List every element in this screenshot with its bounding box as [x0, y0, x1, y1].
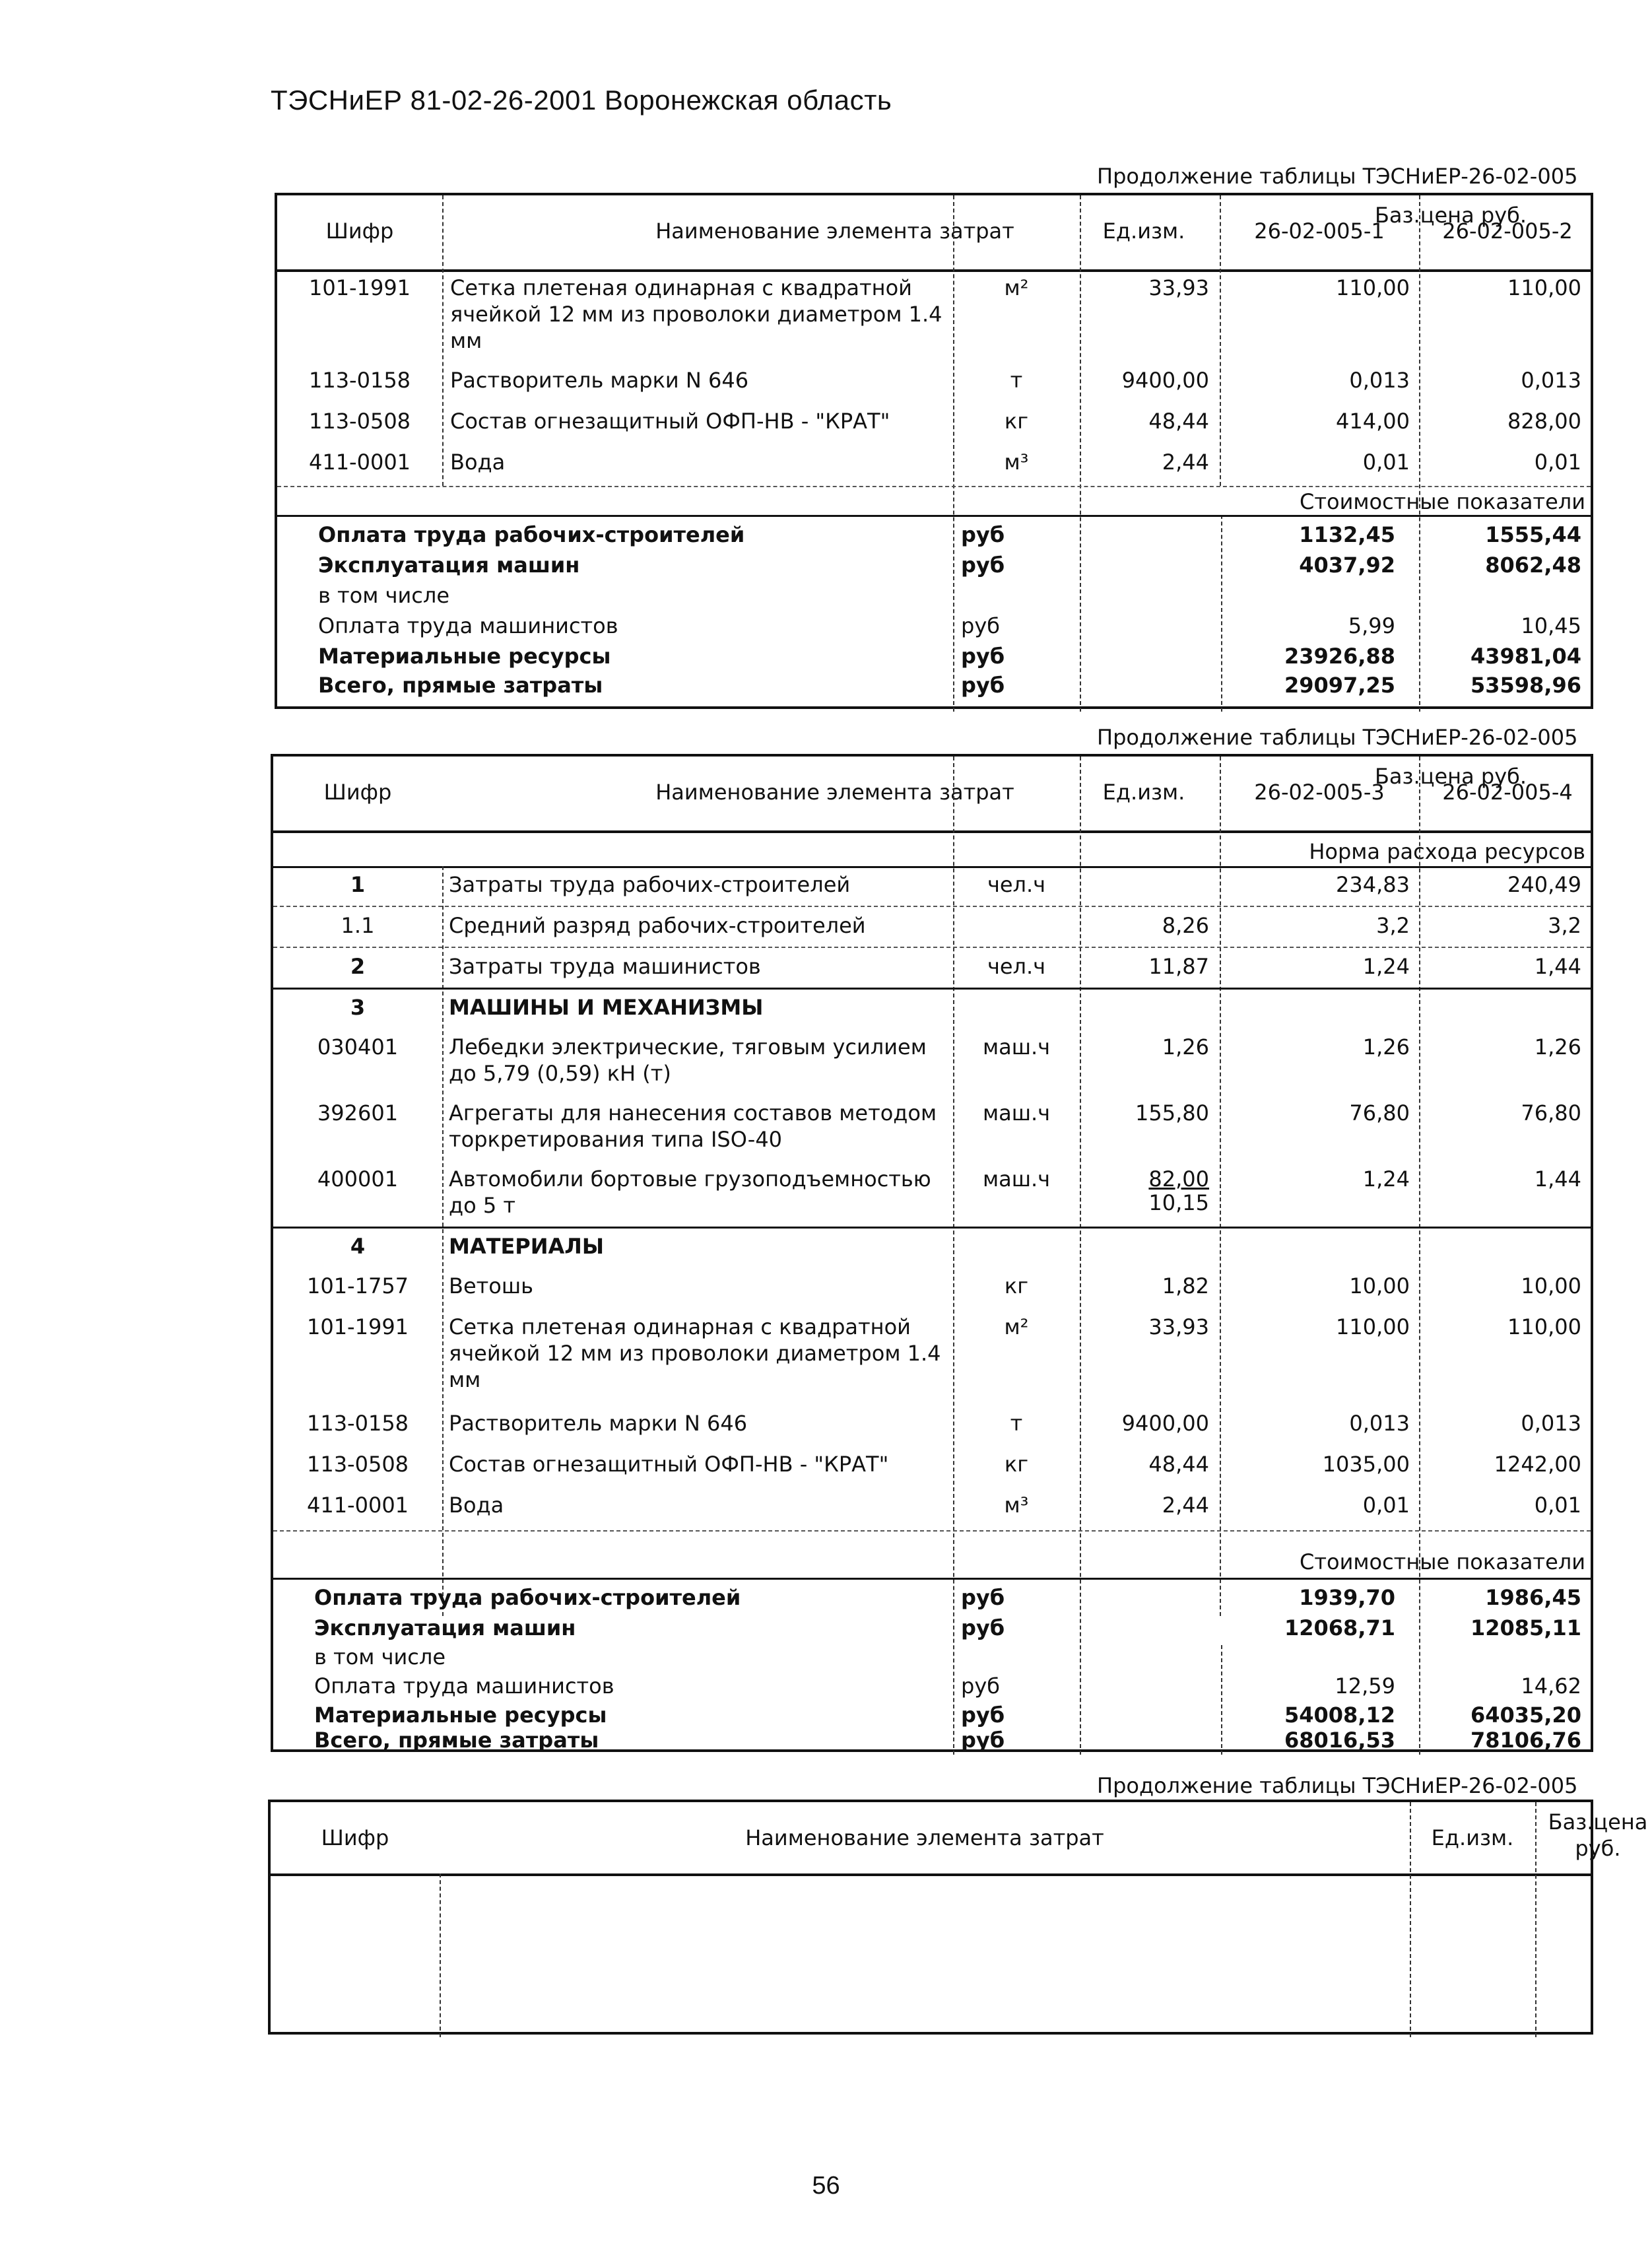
row-value-2: 110,00 [1507, 1314, 1581, 1339]
total-value-2: 64035,20 [1470, 1703, 1581, 1728]
total-value-1: 29097,25 [1284, 673, 1395, 698]
total-value-1: 12,59 [1335, 1673, 1395, 1699]
total-name: в том числе [314, 1644, 446, 1669]
row-value-2: 1,44 [1534, 1166, 1581, 1192]
row-value-2: 110,00 [1507, 275, 1581, 300]
row-unit: т [1010, 1411, 1023, 1436]
header-col-1: 26-02-005-3 [1254, 780, 1385, 805]
row-code: 411-0001 [308, 450, 411, 475]
header-price: Баз.цена руб. [1548, 1809, 1648, 1861]
section-label: Стоимостные показатели [1300, 489, 1585, 514]
row-value-1: 110,00 [1336, 1314, 1410, 1339]
row-unit: м³ [1004, 450, 1029, 475]
row-value-1: 0,013 [1349, 368, 1410, 393]
total-unit: руб [961, 1585, 1005, 1610]
row-value-1: 1,24 [1362, 1166, 1410, 1192]
header-unit: Ед.изм. [1102, 219, 1185, 244]
column-divider [1410, 1802, 1411, 2037]
section-divider [273, 1578, 1591, 1580]
row-code: 113-0508 [308, 409, 411, 434]
row-code: 1 [350, 872, 366, 897]
row-price: 82,00 [1148, 1166, 1209, 1192]
row-code: 2 [350, 954, 366, 979]
row-name: Средний разряд рабочих-строителей [449, 913, 866, 938]
row-name: Лебедки электрические, тяговым усилием до 5,79 (0,59) кН (т) [449, 1034, 927, 1086]
row-value-2: 828,00 [1507, 409, 1581, 434]
row-unit: кг [1004, 1273, 1029, 1298]
total-value-2: 8062,48 [1485, 553, 1581, 578]
table-3 [268, 1800, 1648, 2035]
total-name: Оплата труда машинистов [318, 613, 618, 638]
total-value-1: 54008,12 [1284, 1703, 1395, 1728]
total-name: Эксплуатация машин [314, 1615, 576, 1640]
total-name: Оплата труда машинистов [314, 1673, 614, 1699]
row-code: 101-1991 [308, 275, 411, 300]
table-1 [275, 193, 1593, 709]
row-divider [277, 486, 1591, 487]
total-unit: руб [961, 1728, 1005, 1753]
table-2 [271, 754, 1593, 1752]
total-value-2: 78106,76 [1470, 1728, 1581, 1753]
table-caption: Продолжение таблицы ТЭСНиЕР-26-02-005 [1097, 725, 1578, 750]
row-unit: м² [1004, 1314, 1029, 1339]
row-divider [273, 1227, 1591, 1229]
section-label: Стоимостные показатели [1300, 1549, 1585, 1574]
total-value-2: 1986,45 [1485, 1585, 1581, 1610]
row-name: Сетка плетеная одинарная с квадратной ячейкой 12 мм из проволоки диаметром 1.4 мм [449, 1314, 941, 1392]
total-unit: руб [961, 673, 1005, 698]
row-unit: кг [1004, 409, 1029, 434]
row-code: 030401 [317, 1034, 399, 1060]
row-price: 2,44 [1162, 450, 1209, 475]
total-value-1: 68016,53 [1284, 1728, 1395, 1753]
header-name: Наименование элемента затрат [745, 1825, 1104, 1850]
row-divider [273, 947, 1591, 948]
section-divider [277, 515, 1591, 517]
row-value-2: 0,01 [1534, 1493, 1581, 1518]
row-divider [273, 988, 1591, 990]
row-value-1: 1,24 [1362, 954, 1410, 979]
row-price: 9400,00 [1121, 1411, 1209, 1436]
total-value-2: 1555,44 [1485, 522, 1581, 547]
total-name: Всего, прямые затраты [318, 673, 603, 698]
row-value-1: 234,83 [1336, 872, 1410, 897]
row-code: 392601 [317, 1100, 399, 1126]
row-value-2: 240,49 [1507, 872, 1581, 897]
row-name: Состав огнезащитный ОФП-НВ - "КРАТ" [450, 409, 890, 434]
total-name: Всего, прямые затраты [314, 1728, 599, 1753]
table-header [271, 1802, 1648, 1876]
total-name: Оплата труда рабочих-строителей [318, 522, 745, 547]
table-header [273, 757, 1591, 833]
total-value-2: 10,45 [1521, 613, 1581, 638]
total-unit: руб [961, 1673, 1000, 1699]
row-name: Вода [449, 1493, 504, 1518]
row-value-1: 0,01 [1362, 1493, 1410, 1518]
row-unit: т [1010, 368, 1023, 393]
row-value-1: 1035,00 [1322, 1452, 1410, 1477]
row-value-2: 1242,00 [1494, 1452, 1581, 1477]
row-code: 101-1991 [306, 1314, 409, 1339]
section-heading: МАШИНЫ И МЕХАНИЗМЫ [449, 995, 764, 1020]
row-value-2: 0,013 [1521, 368, 1581, 393]
section-heading: МАТЕРИАЛЫ [449, 1234, 605, 1259]
row-value-2: 1,44 [1534, 954, 1581, 979]
total-name: Оплата труда рабочих-строителей [314, 1585, 741, 1610]
row-name: Вода [450, 450, 506, 475]
row-unit: маш.ч [982, 1166, 1051, 1192]
column-divider [1220, 195, 1221, 486]
row-price-secondary: 10,15 [1148, 1190, 1209, 1215]
row-price: 48,44 [1148, 1452, 1209, 1477]
total-value-1: 4037,92 [1299, 553, 1395, 578]
header-unit: Ед.изм. [1431, 1825, 1514, 1850]
section-divider [273, 866, 1591, 868]
column-divider [440, 1873, 441, 2037]
header-unit: Ед.изм. [1102, 780, 1185, 805]
row-name: Ветошь [449, 1273, 533, 1298]
table-caption: Продолжение таблицы ТЭСНиЕР-26-02-005 [1097, 1773, 1578, 1798]
section-label: Норма расхода ресурсов [1309, 839, 1585, 864]
row-price: 11,87 [1148, 954, 1209, 979]
row-value-2: 0,01 [1534, 450, 1581, 475]
row-code: 411-0001 [306, 1493, 409, 1518]
row-unit: кг [1004, 1452, 1029, 1477]
row-unit: м³ [1004, 1493, 1029, 1518]
row-price: 155,80 [1135, 1100, 1209, 1126]
row-unit: маш.ч [982, 1034, 1051, 1060]
row-value-2: 76,80 [1521, 1100, 1581, 1126]
column-divider [442, 195, 444, 486]
total-value-1: 1132,45 [1299, 522, 1395, 547]
row-price: 1,82 [1162, 1273, 1209, 1298]
row-name: Растворитель марки N 646 [450, 368, 749, 393]
row-code: 1.1 [341, 913, 375, 938]
header-col-2: 26-02-005-4 [1442, 780, 1573, 805]
total-unit: руб [961, 1703, 1005, 1728]
header-price: Баз.цена руб. [1374, 764, 1527, 789]
row-code: 113-0508 [306, 1452, 409, 1477]
row-price: 33,93 [1148, 275, 1209, 300]
row-code: 113-0158 [306, 1411, 409, 1436]
total-unit: руб [961, 644, 1005, 669]
row-name: Состав огнезащитный ОФП-НВ - "КРАТ" [449, 1452, 889, 1477]
row-name: Затраты труда машинистов [449, 954, 761, 979]
row-price: 48,44 [1148, 409, 1209, 434]
row-code: 3 [350, 995, 366, 1020]
row-code: 4 [350, 1234, 366, 1259]
column-divider [442, 866, 444, 1616]
table-caption: Продолжение таблицы ТЭСНиЕР-26-02-005 [1097, 164, 1578, 189]
row-price: 8,26 [1162, 913, 1209, 938]
row-value-1: 0,013 [1349, 1411, 1410, 1436]
total-name: Эксплуатация машин [318, 553, 580, 578]
total-value-2: 43981,04 [1470, 644, 1581, 669]
row-value-2: 10,00 [1521, 1273, 1581, 1298]
row-price: 33,93 [1148, 1314, 1209, 1339]
header-code: Шифр [325, 219, 394, 244]
table-header [277, 195, 1591, 272]
header-code: Шифр [321, 1825, 389, 1850]
row-name: Растворитель марки N 646 [449, 1411, 748, 1436]
total-name: Материальные ресурсы [318, 644, 611, 669]
row-unit: м² [1004, 275, 1029, 300]
row-unit: чел.ч [987, 872, 1046, 897]
header-col-1: 26-02-005-1 [1254, 219, 1385, 244]
row-name: Агрегаты для нанесения составов методом торкретирования типа ISO-40 [449, 1100, 937, 1152]
total-unit: руб [961, 553, 1005, 578]
row-value-1: 0,01 [1362, 450, 1410, 475]
header-col-2: 26-02-005-2 [1442, 219, 1573, 244]
row-value-1: 110,00 [1336, 275, 1410, 300]
row-unit: маш.ч [982, 1100, 1051, 1126]
row-code: 400001 [317, 1166, 399, 1192]
row-value-1: 1,26 [1362, 1034, 1410, 1060]
header-name: Наименование элемента затрат [655, 780, 1014, 805]
row-value-2: 1,26 [1534, 1034, 1581, 1060]
row-divider [273, 906, 1591, 907]
row-price: 2,44 [1162, 1493, 1209, 1518]
row-price: 1,26 [1162, 1034, 1209, 1060]
total-value-2: 53598,96 [1470, 673, 1581, 698]
column-divider [1535, 1802, 1536, 2037]
row-code: 101-1757 [306, 1273, 409, 1298]
total-name: Материальные ресурсы [314, 1703, 607, 1728]
row-value-1: 10,00 [1349, 1273, 1410, 1298]
page-number: 56 [812, 2172, 840, 2200]
total-value-2: 12085,11 [1470, 1615, 1581, 1640]
row-name: Затраты труда рабочих-строителей [449, 872, 851, 897]
row-value-1: 76,80 [1349, 1100, 1410, 1126]
total-value-1: 12068,71 [1284, 1615, 1395, 1640]
row-unit: чел.ч [987, 954, 1046, 979]
total-name: в том числе [318, 583, 449, 608]
total-unit: руб [961, 522, 1005, 547]
total-value-1: 5,99 [1348, 613, 1395, 638]
total-value-1: 23926,88 [1284, 644, 1395, 669]
row-value-1: 414,00 [1336, 409, 1410, 434]
total-unit: руб [961, 1615, 1005, 1640]
row-name: Автомобили бортовые грузоподъемностью до 5 т [449, 1166, 931, 1218]
total-value-2: 14,62 [1521, 1673, 1581, 1699]
row-divider [273, 1530, 1591, 1532]
header-code: Шифр [323, 780, 392, 805]
row-value-1: 3,2 [1376, 913, 1410, 938]
page-title: ТЭСНиЕР 81-02-26-2001 Воронежская область [271, 84, 892, 116]
total-value-1: 1939,70 [1299, 1585, 1395, 1610]
header-price: Баз.цена руб. [1374, 203, 1527, 228]
row-price: 9400,00 [1121, 368, 1209, 393]
total-unit: руб [961, 613, 1000, 638]
row-value-2: 0,013 [1521, 1411, 1581, 1436]
row-value-2: 3,2 [1548, 913, 1581, 938]
row-code: 113-0158 [308, 368, 411, 393]
header-name: Наименование элемента затрат [655, 219, 1014, 244]
row-name: Сетка плетеная одинарная с квадратной ячейкой 12 мм из проволоки диаметром 1.4 мм [450, 275, 942, 353]
